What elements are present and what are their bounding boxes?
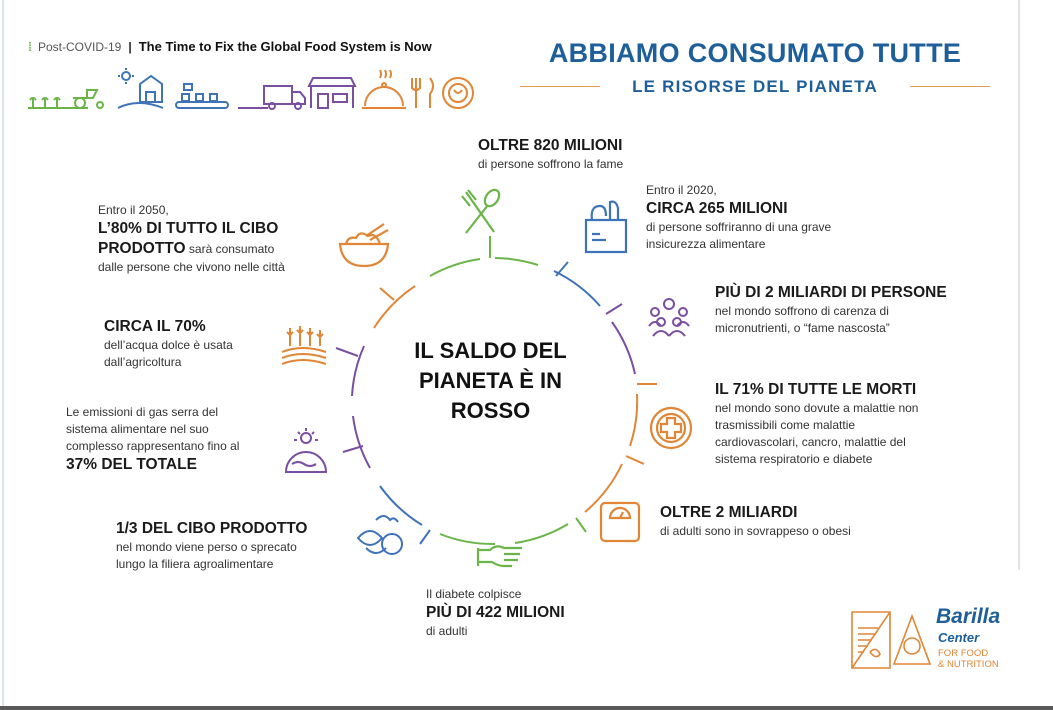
fact-waste-text-2: lungo la filiera agroalimentare <box>116 557 274 571</box>
hand-icon <box>476 540 526 574</box>
shop-icon <box>309 78 355 108</box>
logo-brand: Barilla <box>936 605 1001 628</box>
fact-waste-text-1: nel mondo viene perso o sprecato <box>116 540 297 554</box>
ring-arc-1 <box>495 258 538 265</box>
fact-overweight-highlight: OLTRE 2 MILIARDI <box>660 504 798 521</box>
fact-deaths-text-2: trasmissibili come malattie <box>715 418 856 432</box>
fact-cities-highlight-1: L’80% DI TUTTO IL CIBO <box>98 220 279 237</box>
center-line-3: ROSSO <box>450 398 531 423</box>
center-message <box>388 336 593 426</box>
frame-left-border <box>2 0 4 710</box>
separator: | <box>128 40 132 54</box>
ring-arc-12 <box>430 259 480 276</box>
fact-cities-pre: Entro il 2050, <box>98 203 169 217</box>
series-label: Post-COVID-19 <box>38 40 122 54</box>
logo-line-2: Center <box>938 630 980 645</box>
barilla-logo-icon <box>848 608 934 672</box>
fact-water-text-1: dell’acqua dolce è usata <box>104 338 233 352</box>
fact-emissions-highlight: 37% DEL TOTALE <box>66 456 197 473</box>
fact-cities-text-1: sarà consumato <box>188 242 275 256</box>
fact-overweight <box>660 503 851 540</box>
fact-hunger <box>478 136 623 173</box>
fact-deaths-text-4: sistema respiratorio e diabete <box>715 452 873 466</box>
globe-heat-icon <box>280 428 332 476</box>
seedlings-icon <box>28 98 88 108</box>
page-title: ABBIAMO CONSUMATO TUTTE <box>548 38 962 68</box>
center-line-2: PIANETA È IN <box>418 368 562 393</box>
fact-diabetes-pre: Il diabete colpisce <box>426 587 522 601</box>
food-bowl-icon <box>336 222 392 270</box>
fact-waste <box>116 519 308 573</box>
ring-arc-9 <box>353 416 370 468</box>
series-title: The Time to Fix the Global Food System is Now <box>138 39 432 54</box>
subtitle-block <box>520 75 990 99</box>
food-chain-icon-strip <box>28 66 478 118</box>
fact-emissions-text-1: Le emissioni di gas serra del <box>66 405 219 419</box>
fork-spoon-icon <box>458 188 504 238</box>
fact-water-highlight: CIRCA IL 70% <box>104 318 206 335</box>
fact-water <box>104 317 233 371</box>
fact-hunger-highlight: OLTRE 820 MILIONI <box>478 137 623 154</box>
center-line-1: IL SALDO DEL <box>414 338 567 363</box>
fact-insecurity-text-2: insicurezza alimentare <box>646 237 766 251</box>
fact-diabetes-text: di adulti <box>426 624 468 638</box>
scale-icon <box>598 500 642 544</box>
fact-emissions <box>66 404 239 475</box>
medical-cross-icon <box>648 405 694 451</box>
fact-deaths-text-1: nel mondo sono dovute a malattie non <box>715 401 919 415</box>
cloche-icon <box>362 70 406 108</box>
series-header <box>28 39 432 54</box>
fact-hidden-hunger <box>715 283 947 337</box>
frame-bottom-border <box>0 706 1053 710</box>
fact-hidden-hunger-text-2: micronutrienti, o “fame nascosta” <box>715 321 890 335</box>
fact-hidden-hunger-highlight: PIÙ DI 2 MILIARDI DI PERSONE <box>715 284 947 301</box>
fact-insecurity-text-1: di persone soffriranno di una grave <box>646 220 832 234</box>
wheat-field-icon <box>280 322 328 366</box>
truck-icon <box>238 86 305 109</box>
fact-diabetes <box>426 586 565 640</box>
frame-right-border <box>1018 0 1020 570</box>
fact-hunger-text: di persone soffrono la fame <box>478 157 624 171</box>
tractor-icon <box>73 90 103 108</box>
fact-cities-text-2: dalle persone che vivono nelle città <box>98 260 285 274</box>
grocery-bag-icon <box>582 198 630 254</box>
conveyor-icon <box>176 84 228 108</box>
fact-deaths-text-3: cardiovascolari, cancro, malattie del <box>715 435 906 449</box>
food-pile-icon <box>352 510 410 560</box>
fact-diabetes-highlight: PIÙ DI 422 MILIONI <box>426 604 565 621</box>
fact-cities <box>98 202 285 276</box>
logo-tagline <box>938 648 999 670</box>
ring-arc-3 <box>612 322 635 374</box>
fact-deaths <box>715 380 918 468</box>
fact-cities-highlight-2: PRODOTTO <box>98 240 186 257</box>
fact-hidden-hunger-text-1: nel mondo soffrono di carenza di <box>715 304 889 318</box>
fact-insecurity-highlight: CIRCA 265 MILIONI <box>646 200 788 217</box>
fact-insecurity-pre: Entro il 2020, <box>646 183 717 197</box>
fact-deaths-highlight: IL 71% DI TUTTE LE MORTI <box>715 381 917 398</box>
page-subtitle: LE RISORSE DEL PIANETA <box>632 77 878 96</box>
plate-icon <box>443 78 473 108</box>
dots-icon: ⁞ <box>28 40 32 54</box>
farm-icon <box>118 68 163 108</box>
fact-waste-highlight: 1/3 DEL CIBO PRODOTTO <box>116 520 308 537</box>
fact-emissions-text-2: sistema alimentare nel suo <box>66 422 209 436</box>
fact-insecurity <box>646 182 831 253</box>
cutlery-icon <box>412 78 433 108</box>
logo-line-3: FOR FOOD <box>938 648 989 659</box>
people-group-icon <box>645 296 693 338</box>
ring-arc-2 <box>554 271 600 306</box>
ring-arc-4 <box>630 394 637 446</box>
ring-arc-11 <box>374 286 415 328</box>
fact-emissions-text-3: complesso rappresentano fino al <box>66 439 240 453</box>
fact-overweight-text: di adulti sono in sovrappeso o obesi <box>660 524 851 538</box>
fact-water-text-2: dall’agricoltura <box>104 355 182 369</box>
logo-line-4: & NUTRITION <box>938 659 999 670</box>
